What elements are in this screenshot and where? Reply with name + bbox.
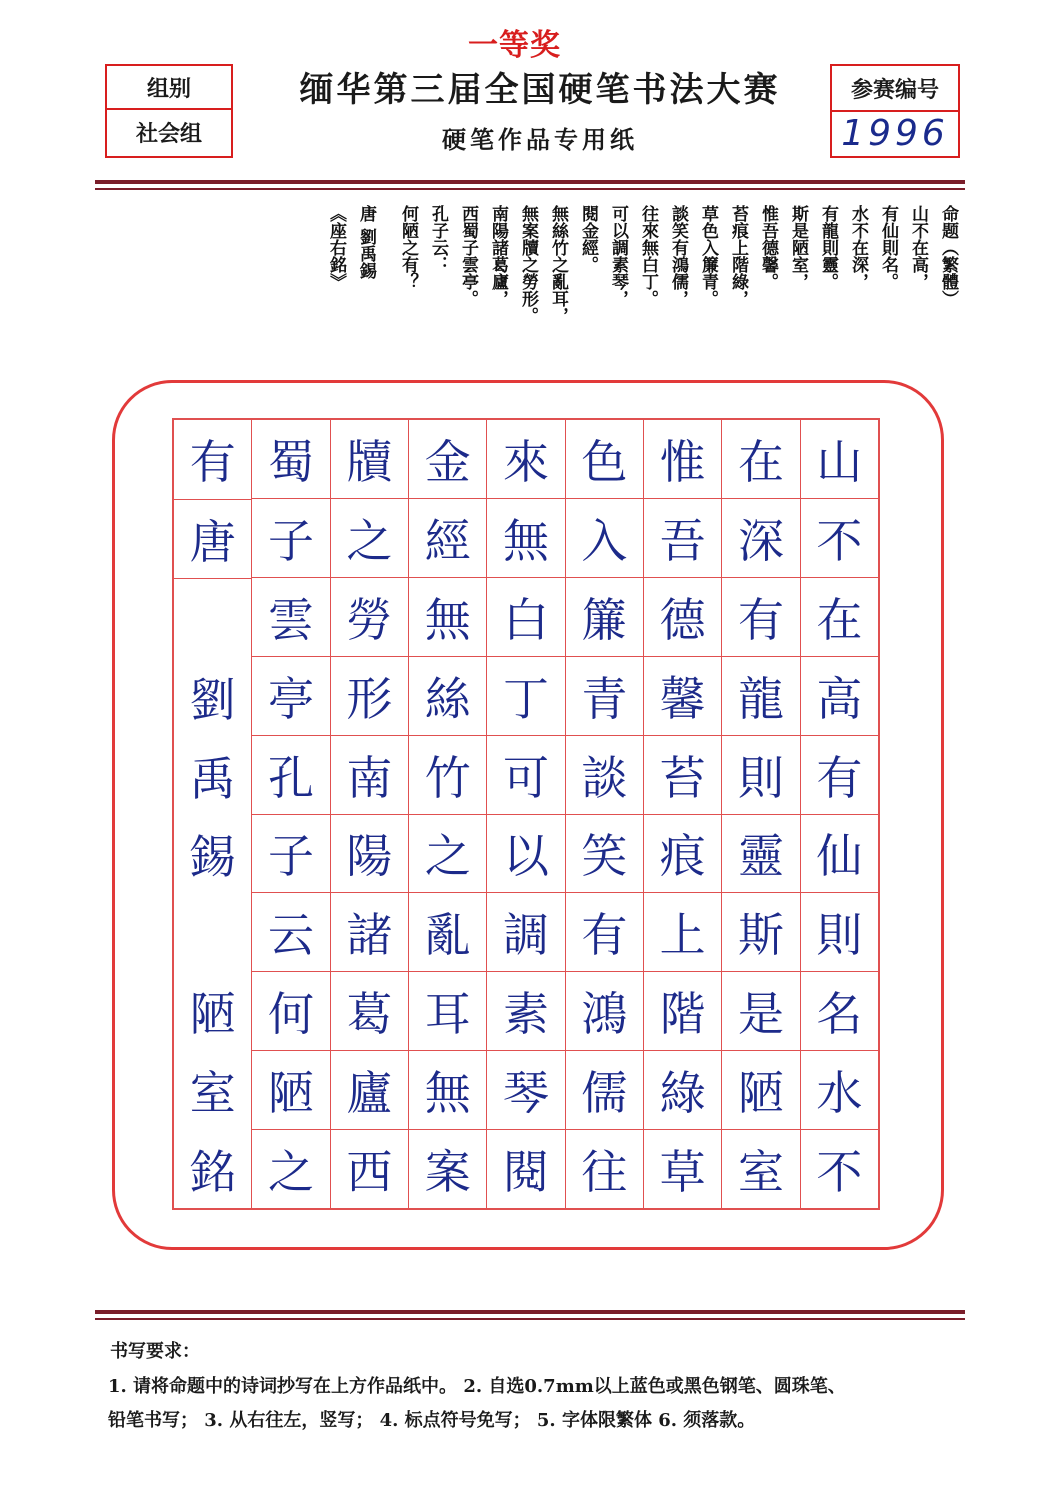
entry-number-label-box [830,64,960,112]
footer-rule-thin [95,1318,965,1320]
grid-cell: 何 [252,972,329,1051]
grid-cell: 竹 [409,736,486,815]
prompt-column: 可以調素琴， [608,205,628,307]
prompt-column: 談笑有鴻儒， [668,205,688,307]
grid-cell: 仙 [801,815,878,894]
prompt-column: 命题（繁體） [938,205,958,307]
prompt-column: 苔痕上階綠， [728,205,748,307]
prompt-text [323,205,961,375]
signature-cell: 陋 [189,987,236,1042]
prompt-column: 無絲竹之亂耳， [548,205,568,324]
grid-cell: 耳 [409,972,486,1051]
grid-cell: 則 [801,893,878,972]
grid-cell: 馨 [644,657,721,736]
grid-cell: 形 [331,657,408,736]
grid-cell: 簾 [566,578,643,657]
grid-cell: 斯 [722,893,799,972]
writing-grid [172,418,880,1210]
grid-cell: 白 [487,578,564,657]
grid-cell: 閱 [503,1145,550,1200]
grid-cell: 高 [801,657,878,736]
group-label-box [105,64,233,110]
prompt-column: 往來無白丁。 [638,205,658,307]
prompt-column: 何陋之有？ [398,205,418,290]
grid-cell: 之 [331,499,408,578]
grid-column [800,420,878,1208]
grid-column [251,420,329,1208]
grid-cell: 無 [409,578,486,657]
grid-cell: 絲 [409,657,486,736]
grid-cell: 水 [801,1051,878,1130]
grid-cell: 調 [487,893,564,972]
grid-column [408,420,486,1208]
grid-column [330,420,408,1208]
signature-cell [174,894,251,973]
grid-cell: 色 [566,420,643,499]
grid-cell: 勞 [331,578,408,657]
group-value: 社会组 [135,120,202,147]
grid-cell: 不 [801,499,878,578]
grid-cell: 不 [816,1145,863,1200]
prompt-column: 閱金經。 [578,205,598,273]
signature-cell: 銘 [189,1144,236,1199]
grid-cell: 琴 [487,1051,564,1130]
prompt-column: 南陽諸葛廬， [488,205,508,307]
prompt-column: 草色入簾青。 [698,205,718,307]
grid-cell: 廬 [331,1051,408,1130]
header-rule-thick [95,180,965,184]
prompt-column: 西蜀子雲亭。 [458,205,478,307]
page-title: 缅华第三届全国硬笔书法大赛 [299,70,781,110]
grid-cell: 陋 [722,1051,799,1130]
grid-cell: 談 [566,736,643,815]
signature-cell: 唐 [174,500,251,580]
grid-cell: 德 [644,578,721,657]
grid-cell: 則 [722,736,799,815]
grid-cell: 在 [722,420,799,499]
grid-cell: 惟 [644,420,721,499]
grid-cell: 有 [566,893,643,972]
grid-cell: 青 [566,657,643,736]
grid-cell: 綠 [644,1051,721,1130]
grid-cell: 吾 [644,499,721,578]
signature-cell: 室 [189,1066,236,1121]
prompt-column: 山不在高， [908,205,928,290]
grid-cell: 靈 [722,815,799,894]
grid-cell: 蜀 [252,420,329,499]
prompt-column: 唐 劉禹錫 [356,205,376,279]
grid-cell: 龍 [722,657,799,736]
award-label: 一等奖 [468,28,561,63]
signature-cell: 錫 [189,830,236,885]
grid-cell: 在 [801,578,878,657]
grid-cell: 案 [424,1145,471,1200]
grid-cell: 孔 [252,736,329,815]
grid-cell: 深 [722,499,799,578]
grid-cell: 山 [801,420,878,499]
grid-cell: 儒 [566,1051,643,1130]
signature-cell: 禹 [189,751,236,806]
grid-cell: 經 [409,499,486,578]
signature-column [174,420,251,1208]
grid-cell: 上 [644,893,721,972]
grid-cell: 鴻 [566,972,643,1051]
grid-cell: 往 [581,1145,628,1200]
grid-cell: 痕 [644,815,721,894]
grid-cell: 丁 [487,657,564,736]
grid-column [721,420,799,1208]
page-subtitle: 硬笔作品专用纸 [442,125,638,154]
prompt-column: 惟吾德馨。 [758,205,778,290]
grid-cell: 草 [659,1145,706,1200]
grid-cell: 有 [801,736,878,815]
prompt-column: 有龍則靈。 [818,205,838,290]
signature-cell: 有 [174,420,251,500]
requirements-line-1: 1. 请将命题中的诗词抄写在上方作品纸中。 2. 自选0.7mm以上蓝色或黑色钢笔、圆珠笔、 [108,1376,846,1397]
signature-cell: 劉 [189,673,236,728]
grid-cell: 入 [566,499,643,578]
grid-cell: 無 [487,499,564,578]
entry-number-value-box [830,110,960,158]
grid-cell: 南 [331,736,408,815]
prompt-column: 《座右銘》 [326,205,346,290]
grid-cell: 金 [409,420,486,499]
grid-cell: 陋 [252,1051,329,1130]
group-value-box [105,108,233,158]
header-rule-thin [95,188,965,190]
grid-column [486,420,564,1208]
requirements-line-2: 铅笔书写； 3. 从右往左，竖写； 4. 标点符号免写； 5. 字体限繁体 6. 须落款。 [108,1410,756,1431]
grid-cell: 可 [487,736,564,815]
prompt-column: 無案牘之勞形。 [518,205,538,324]
requirements-title: 书写要求： [110,1341,200,1362]
footer-rule-thick [95,1310,965,1314]
grid-column [565,420,643,1208]
grid-cell: 子 [252,499,329,578]
prompt-column: 孔子云： [428,205,448,273]
grid-cell: 之 [409,815,486,894]
prompt-column: 有仙則名。 [878,205,898,290]
grid-cell: 苔 [644,736,721,815]
grid-cell: 亂 [409,893,486,972]
grid-cell: 子 [252,815,329,894]
grid-cell: 以 [487,815,564,894]
grid-cell: 階 [644,972,721,1051]
grid-cell: 牘 [331,420,408,499]
grid-cell: 素 [487,972,564,1051]
grid-cell: 名 [801,972,878,1051]
grid-cell: 云 [252,893,329,972]
grid-cell: 無 [409,1051,486,1130]
grid-cell: 來 [487,420,564,499]
grid-cell: 諸 [331,893,408,972]
prompt-column: 水不在深， [848,205,868,290]
entry-number-label: 参赛编号 [850,76,939,103]
prompt-column: 斯是陋室， [788,205,808,290]
grid-cell: 笑 [566,815,643,894]
grid-cell: 陽 [331,815,408,894]
grid-cell: 葛 [331,972,408,1051]
group-label: 组别 [146,75,191,102]
grid-cell: 雲 [252,578,329,657]
signature-cell [174,579,251,658]
grid-column [643,420,721,1208]
entry-number-value: 1996 [841,112,949,154]
grid-cell: 之 [268,1145,315,1200]
grid-cell: 室 [738,1145,784,1200]
grid-cell: 有 [722,578,799,657]
grid-cell: 西 [346,1145,393,1200]
grid-cell: 是 [722,972,799,1051]
grid-cell: 亭 [252,657,329,736]
